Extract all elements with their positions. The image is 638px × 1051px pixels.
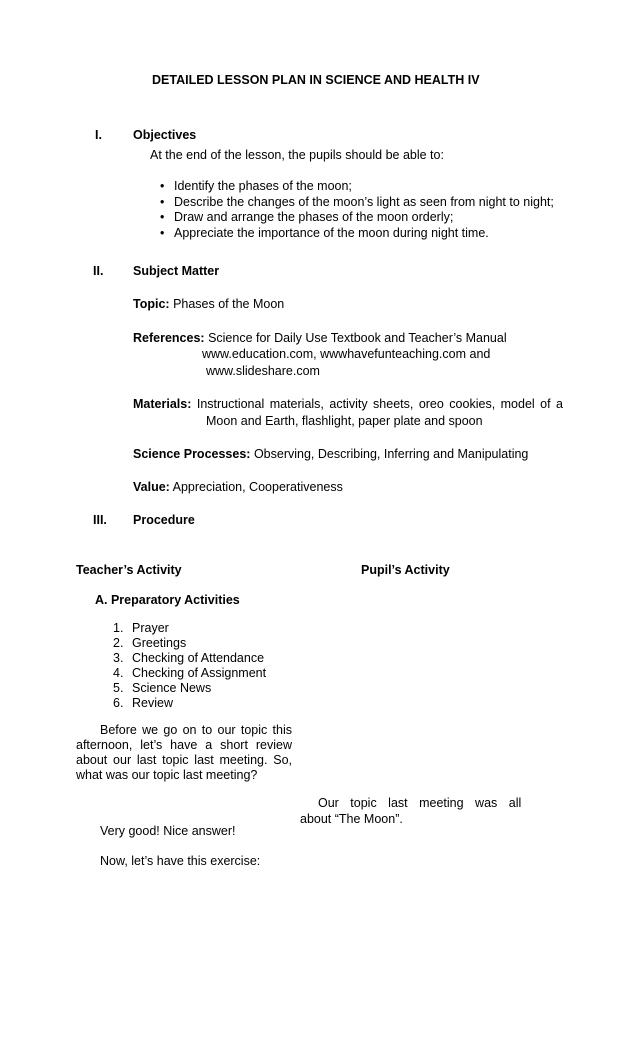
section-heading-objectives: Objectives	[133, 128, 197, 142]
topic-label: Topic:	[133, 297, 170, 311]
science-processes-value: Observing, Describing, Inferring and Manipulating	[253, 447, 529, 461]
teacher-praise: Very good! Nice answer!	[100, 824, 236, 838]
section-numeral-subject-matter: II.	[93, 264, 104, 278]
value-line	[133, 480, 343, 495]
list-item: 1. Prayer	[113, 621, 169, 635]
materials-label: Materials:	[133, 397, 192, 411]
value-value: Appreciation, Cooperativeness	[172, 480, 343, 494]
section-heading-procedure: Procedure	[133, 513, 195, 527]
list-item: 6. Review	[113, 696, 173, 710]
teacher-review-paragraph: Before we go on to our topic this afternoon, let’s have a short review about our last topic last meeting. So, what was our topic last meeting?	[76, 723, 292, 782]
topic-value: Phases of the Moon	[173, 297, 285, 311]
bullet-icon: •	[160, 225, 165, 240]
references-line-3: www.slideshare.com	[206, 364, 320, 378]
references-line	[133, 331, 507, 346]
pupil-answer-line-1: Our topic last meeting was all	[318, 796, 522, 810]
objectives-intro: At the end of the lesson, the pupils should be able to:	[150, 148, 444, 162]
list-item: • Identify the phases of the moon;	[160, 179, 352, 193]
list-item: • Appreciate the importance of the moon during night time.	[160, 225, 489, 240]
section-numeral-objectives: I.	[95, 128, 102, 142]
bullet-icon: •	[160, 210, 165, 224]
preparatory-heading: A. Preparatory Activities	[95, 593, 240, 607]
value-label: Value:	[133, 480, 170, 494]
list-item: • Describe the changes of the moon’s light as seen from night to night;	[160, 194, 554, 209]
bullet-icon: •	[160, 179, 165, 193]
preparatory-list	[113, 621, 266, 711]
teacher-exercise-prompt: Now, let’s have this exercise:	[100, 854, 261, 868]
bullet-icon: •	[160, 194, 165, 209]
list-item: • Draw and arrange the phases of the moon orderly;	[160, 210, 454, 224]
list-item: 3. Checking of Attendance	[113, 651, 265, 665]
references-label: References:	[133, 331, 205, 345]
references-line-2: www.education.com, wwwhavefunteaching.com and	[202, 347, 491, 361]
pupil-answer-line-2: about “The Moon”.	[300, 812, 403, 826]
materials-value: Instructional materials, activity sheets, oreo cookies, model of a	[196, 397, 564, 411]
science-processes-label: Science Processes:	[133, 447, 251, 461]
list-item: 2. Greetings	[113, 636, 187, 650]
section-heading-subject-matter: Subject Matter	[133, 264, 220, 278]
pupil-column-heading: Pupil’s Activity	[361, 563, 450, 577]
references-value: Science for Daily Use Textbook and Teacher’s Manual	[208, 331, 507, 345]
section-numeral-procedure: III.	[93, 513, 107, 527]
materials-line-2: Moon and Earth, flashlight, paper plate and spoon	[206, 414, 483, 428]
science-processes-line	[133, 447, 528, 462]
teacher-column-heading: Teacher’s Activity	[76, 563, 182, 577]
topic-line	[133, 297, 284, 312]
list-item: 4. Checking of Assignment	[113, 666, 267, 680]
materials-line	[133, 397, 563, 412]
list-item: 5. Science News	[113, 681, 212, 695]
document-title: DETAILED LESSON PLAN IN SCIENCE AND HEALTH IV	[152, 73, 480, 87]
objectives-list	[160, 179, 554, 241]
